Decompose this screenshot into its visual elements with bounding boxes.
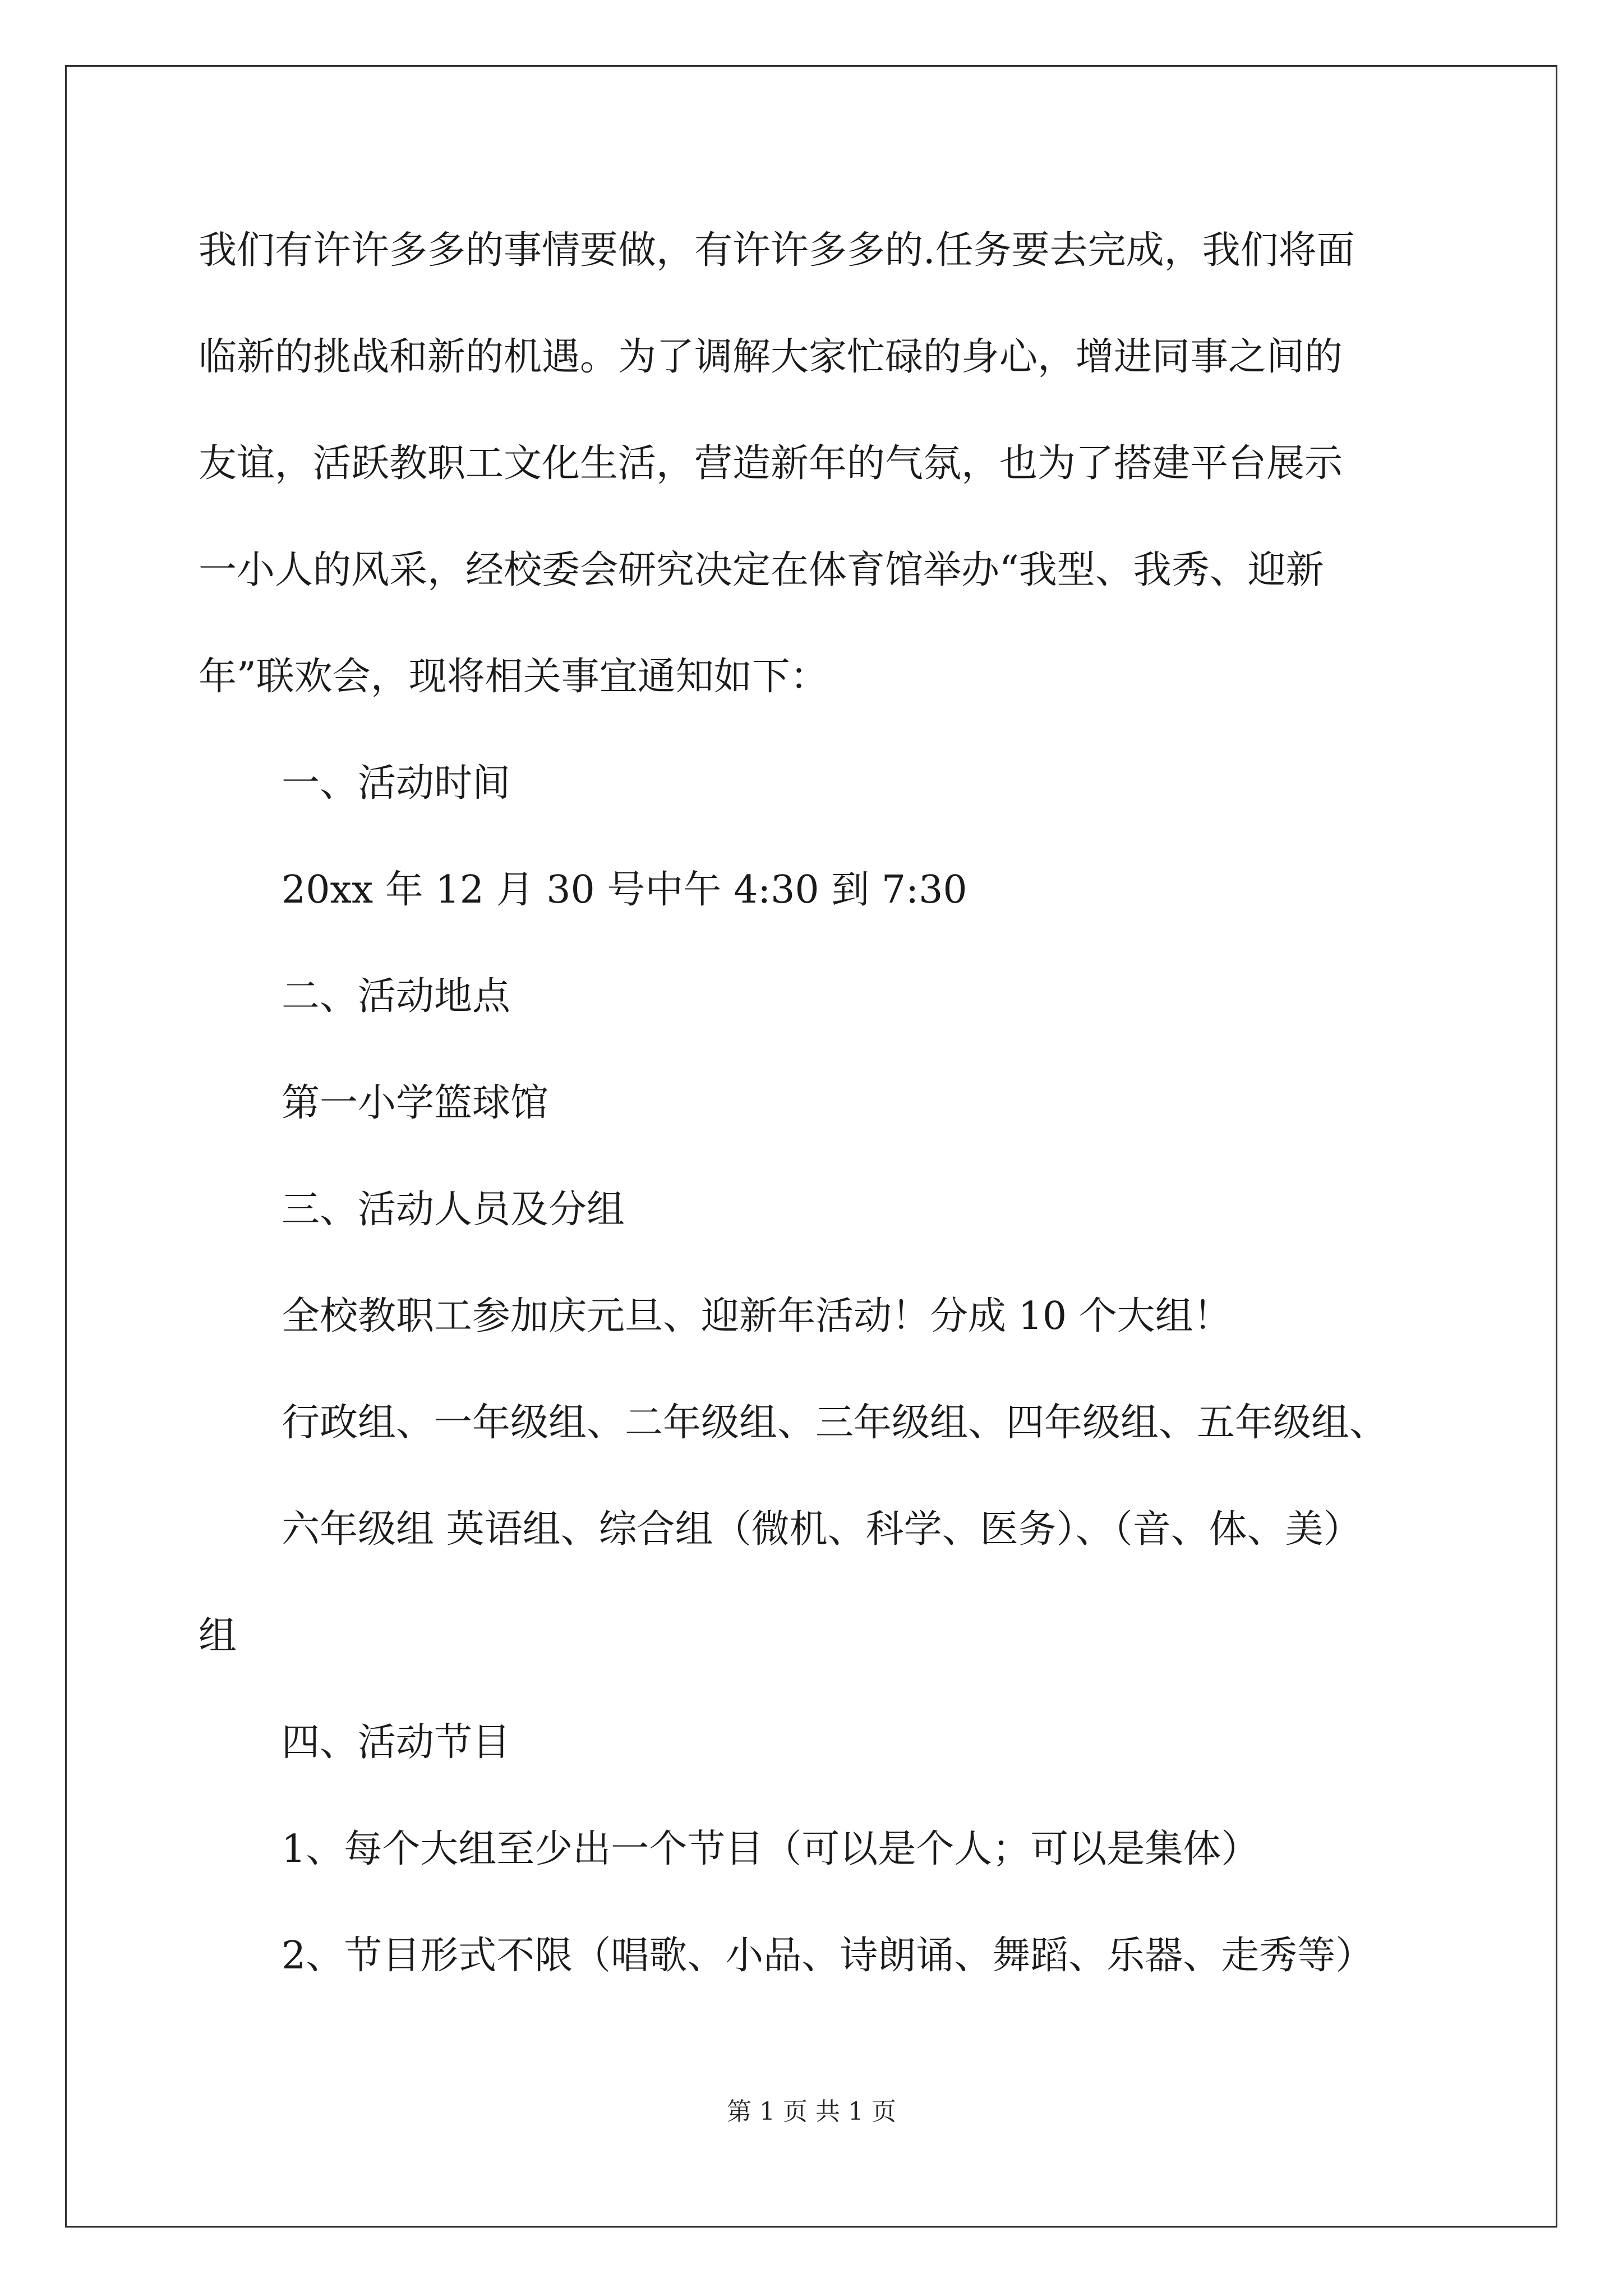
paragraph-line-1: 我们有许许多多的事情要做，有许许多多的.任务要去完成，我们将面: [199, 228, 1355, 273]
event-location-text: 第一小学篮球馆: [282, 1081, 549, 1125]
document-body: [199, 220, 1460, 2032]
page-footer: 第 1 页 共 1 页: [727, 2097, 896, 2126]
section-heading-location: 二、活动地点: [282, 974, 511, 1019]
program-item-2: 2、节目形式不限（唱歌、小品、诗朗诵、舞蹈、乐器、走秀等）: [282, 1934, 1374, 1978]
paragraph-line-3: 友谊，活跃教职工文化生活，营造新年的气氛，也为了搭建平台展示: [199, 441, 1343, 486]
paragraph-line-4: 一小人的风采，经校委会研究决定在体育馆举办“我型、我秀、迎新: [199, 548, 1324, 592]
paragraph-line-5: 年”联欢会，现将相关事宜通知如下：: [199, 655, 828, 699]
event-time-text: 20xx 年 12 月 30 号中午 4:30 到 7:30: [282, 868, 967, 912]
participants-text: 全校教职工参加庆元旦、迎新年活动！分成 10 个大组！: [282, 1294, 1232, 1338]
section-heading-participants: 三、活动人员及分组: [282, 1188, 625, 1232]
section-heading-time: 一、活动时间: [282, 761, 511, 806]
groups-line-3: 组: [199, 1614, 237, 1658]
groups-line-2: 六年级组 英语组、综合组（微机、科学、医务）、（音、体、美）: [282, 1507, 1362, 1552]
groups-line-1: 行政组、一年级组、二年级组、三年级组、四年级组、五年级组、: [282, 1401, 1388, 1445]
section-heading-programs: 四、活动节目: [282, 1720, 511, 1765]
program-item-1: 1、每个大组至少出一个节目（可以是个人；可以是集体）: [282, 1827, 1260, 1871]
paragraph-line-2: 临新的挑战和新的机遇。为了调解大家忙碌的身心，增进同事之间的: [199, 335, 1343, 379]
